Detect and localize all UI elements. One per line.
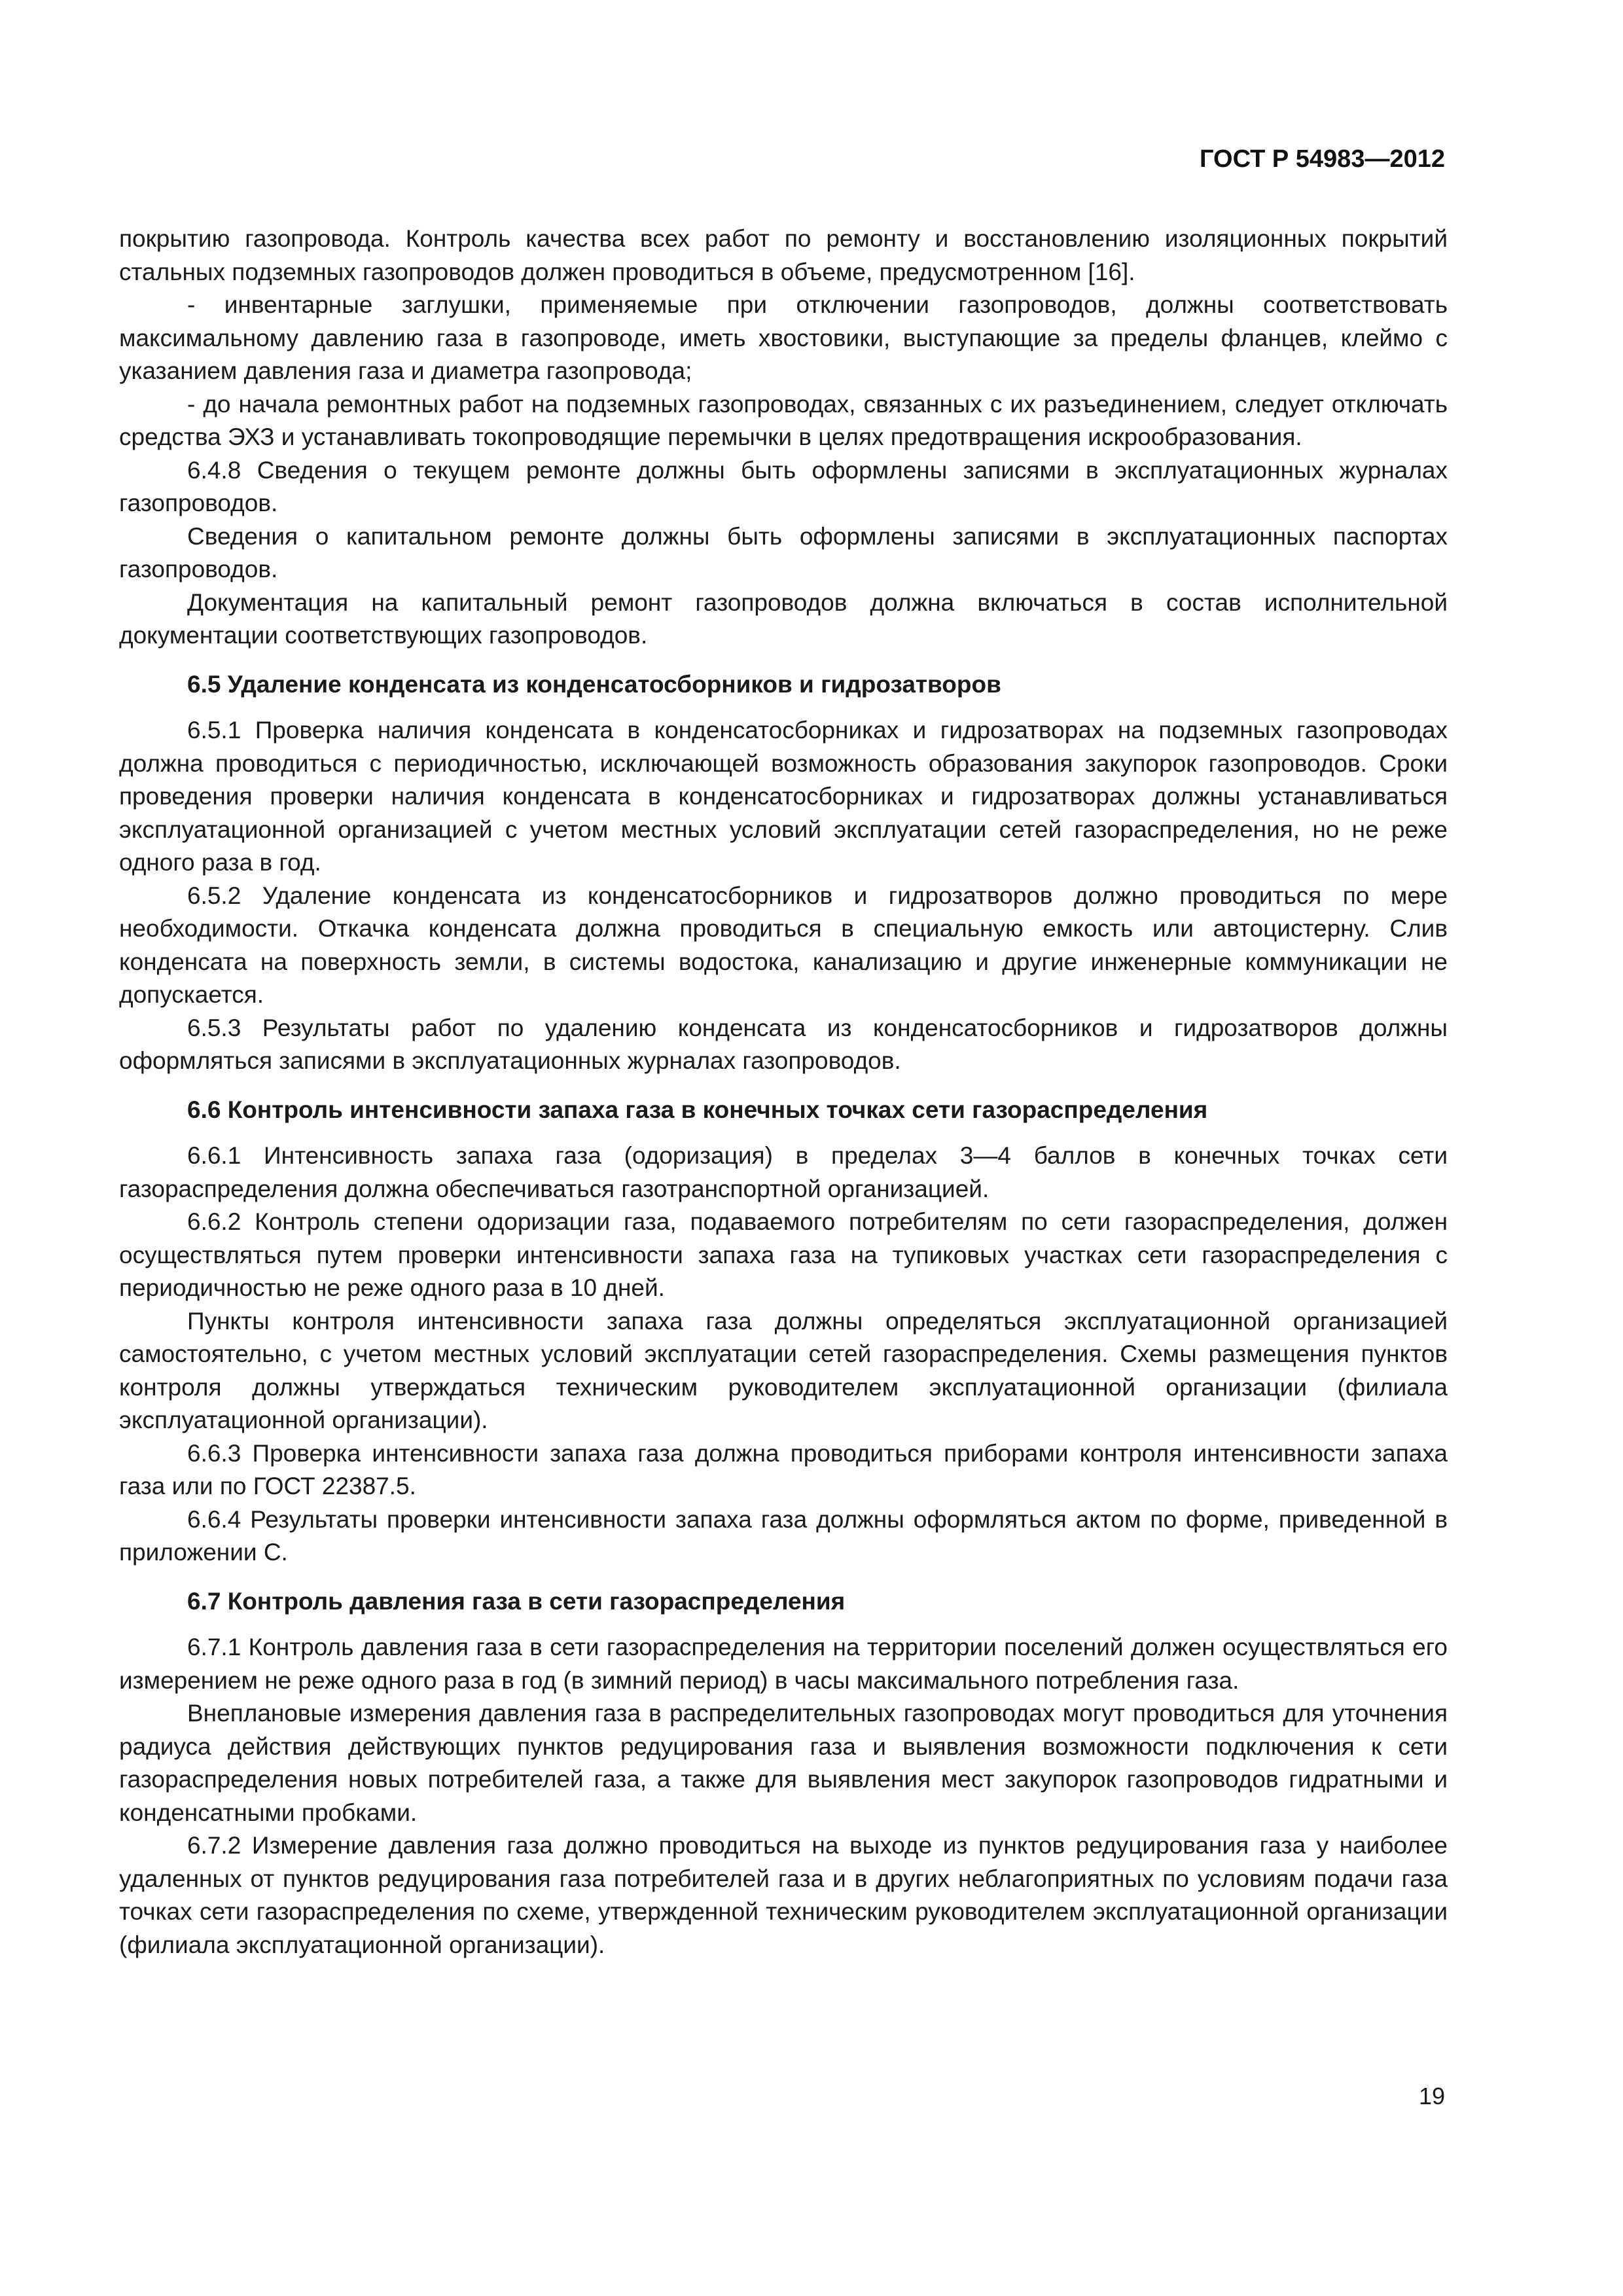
section-heading-6-6: 6.6 Контроль интенсивности запаха газа в конечных точках сети газораспределения — [187, 1096, 1208, 1123]
document-header: ГОСТ Р 54983—2012 — [1200, 145, 1445, 173]
section-heading-6-5: 6.5 Удаление конденсата из конденсатосборников и гидрозатворов — [187, 670, 1001, 698]
document-body — [119, 223, 1448, 1962]
paragraph: 6.6.3 Проверка интенсивности запаха газа должна проводиться приборами контроля интенсивности запаха газа или по ГОСТ 22387.5. — [119, 1439, 1448, 1499]
page-number: 19 — [1418, 2083, 1445, 2109]
paragraph: 6.5.2 Удаление конденсата из конденсатосборников и гидрозатворов должно проводиться по мере необходимости. Откачка конденсата должна проводиться в специальную емкость или автоцистерну. Слив конденсата на поверхность земли, в системы водостока, канализацию и другие инженерные коммуникации не допускается. — [119, 882, 1448, 1008]
paragraph: 6.5.3 Результаты работ по удалению конденсата из конденсатосборников и гидрозатворов должны оформляться записями в эксплуатационных журналах газопроводов. — [119, 1014, 1448, 1074]
paragraph: 6.5.1 Проверка наличия конденсата в конденсатосборниках и гидрозатворах на подземных газопроводах должна проводиться с периодичностью, исключающей возможность образования закупорок газопроводов. Сроки проведения проверки наличия конденсата в конденсатосборниках и гидрозатворах должны устанавливаться эксплуатационной организацией с учетом местных условий эксплуатации сетей газораспределения, но не реже одного раза в год. — [119, 717, 1448, 876]
paragraph: Внеплановые измерения давления газа в распределительных газопроводах могут проводиться для уточнения радиуса действия действующих пунктов редуцирования газа и выявления возможности подключения к сети газораспределения новых потребителей газа, а также для выявления мест закупорок газопроводов гидратными и конденсатными пробками. — [119, 1700, 1448, 1826]
paragraph: 6.6.4 Результаты проверки интенсивности запаха газа должны оформляться актом по форме, приведенной в приложении С. — [119, 1505, 1448, 1566]
paragraph: Пункты контроля интенсивности запаха газа должны определяться эксплуатационной организацией самостоятельно, с учетом местных условий эксплуатации сетей газораспределения. Схемы размещения пунктов контроля должны утверждаться техническим руководителем эксплуатационной организации (филиала эксплуатационной организации). — [119, 1307, 1448, 1433]
paragraph: - инвентарные заглушки, применяемые при отключении газопроводов, должны соответствовать максимальному давлению газа в газопроводе, иметь хвостовики, выступающие за пределы фланцев, клеймо с указанием давления газа и диаметра газопровода; — [119, 291, 1448, 384]
paragraph: 6.7.1 Контроль давления газа в сети газораспределения на территории поселений должен осуществляться его измерением не реже одного раза в год (в зимний период) в часы максимального потребления газа. — [119, 1634, 1448, 1694]
paragraph: 6.6.2 Контроль степени одоризации газа, подаваемого потребителям по сети газораспределения, должен осуществляться путем проверки интенсивности запаха газа на тупиковых участках сети газораспределения с периодичностью не реже одного раза в 10 дней. — [119, 1208, 1448, 1301]
paragraph: - до начала ремонтных работ на подземных газопроводах, связанных с их разъединением, следует отключать средства ЭХЗ и устанавливать токопроводящие перемычки в целях предотвращения искрообразования. — [119, 390, 1448, 450]
paragraph: покрытию газопровода. Контроль качества всех работ по ремонту и восстановлению изоляционных покрытий стальных подземных газопроводов должен проводиться в объеме, предусмотренном [16]. — [119, 225, 1448, 285]
paragraph: 6.6.1 Интенсивность запаха газа (одоризация) в пределах 3—4 баллов в конечных точках сети газораспределения должна обеспечиваться газотранспортной организацией. — [119, 1142, 1448, 1202]
paragraph: Документация на капитальный ремонт газопроводов должна включаться в состав исполнительной документации соответствующих газопроводов. — [119, 588, 1448, 649]
paragraph: 6.4.8 Сведения о текущем ремонте должны быть оформлены записями в эксплуатационных журналах газопроводов. — [119, 456, 1448, 516]
section-heading-6-7: 6.7 Контроль давления газа в сети газораспределения — [187, 1587, 846, 1615]
paragraph: Сведения о капитальном ремонте должны быть оформлены записями в эксплуатационных паспортах газопроводов. — [119, 522, 1448, 583]
paragraph: 6.7.2 Измерение давления газа должно проводиться на выходе из пунктов редуцирования газа у наиболее удаленных от пунктов редуцирования газа потребителей газа и в других неблагоприятных по условиям подачи газа точках сети газораспределения по схеме, утвержденной техническим руководителем эксплуатационной организации (филиала эксплуатационной организации). — [119, 1832, 1448, 1958]
